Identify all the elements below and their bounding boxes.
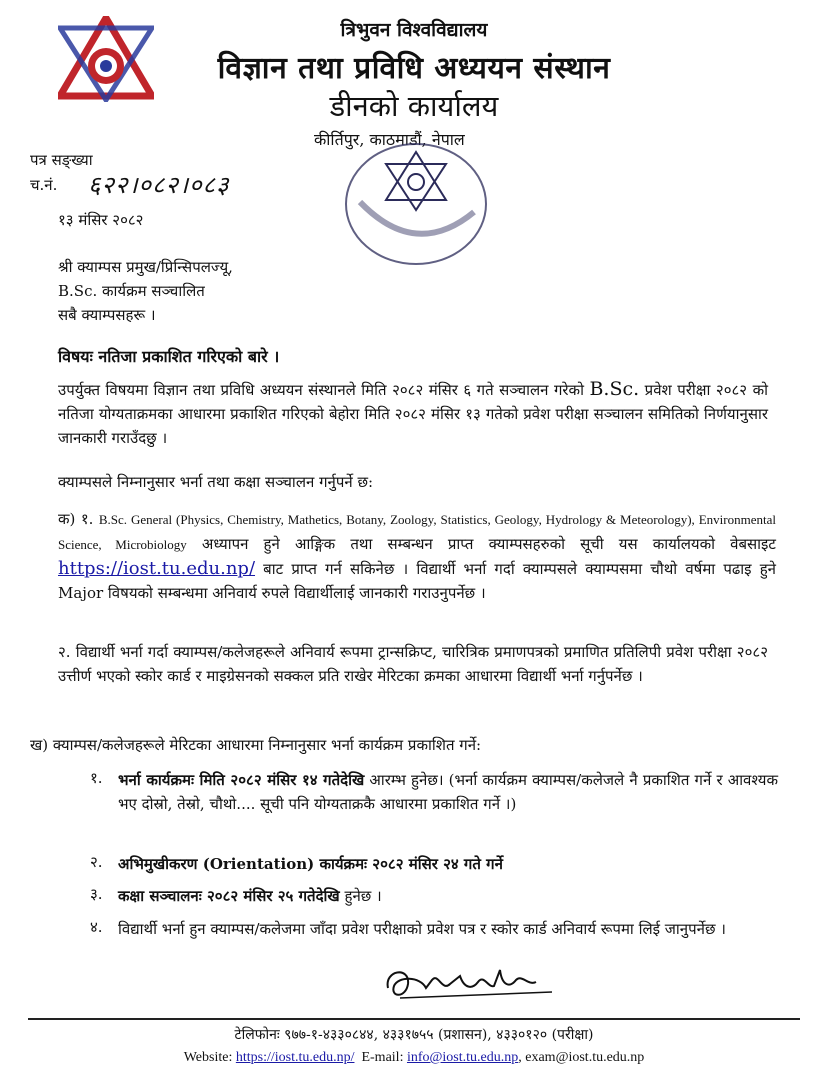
item-1 bbox=[118, 768, 778, 816]
item-2-bold: अभिमुखीकरण (Orientation) कार्यक्रमः २०८२ मंसिर २४ गते गर्ने bbox=[118, 855, 503, 873]
email-link-info[interactable]: info@iost.tu.edu.np bbox=[406, 1050, 519, 1065]
item-4-number: ४. bbox=[90, 918, 103, 936]
addressee-line-2: B.Sc. कार्यक्रम सञ्चालित bbox=[58, 282, 205, 300]
item-2 bbox=[118, 852, 778, 876]
intro-text-a: उपर्युक्त विषयमा विज्ञान तथा प्रविधि अध्ययन संस्थानले मिति २०८२ मंसिर ६ गते सञ्चालन गरेको bbox=[58, 381, 584, 399]
footer-contacts bbox=[0, 1050, 828, 1066]
dispatch-number: ६२२।०८२।०८३ bbox=[88, 171, 230, 199]
footer-website-link[interactable]: https://iost.tu.edu.np/ bbox=[235, 1050, 355, 1065]
subject-line: विषयः नतिजा प्रकाशित गरिएको बारे । bbox=[58, 347, 280, 366]
signature-icon bbox=[380, 958, 560, 1008]
item-4: विद्यार्थी भर्ना हुन क्याम्पस/कलेजमा जाँदा प्रवेश परीक्षाको प्रवेश पत्र र स्कोर कार्ड अनिवार्य रूपमा लिई जानुपर्नेछ । bbox=[118, 920, 726, 938]
addressee-line-3: सबै क्याम्पसहरू । bbox=[58, 306, 156, 324]
item-1-number: १. bbox=[90, 769, 103, 787]
item-1-text: आरम्भ हुनेछ। (भर्ना कार्यक्रम क्याम्पस/कलेजले नै प्रकाशित गर्ने र आवश्यक भए दोस्रो, तेस्रो, चौथो.... सूची पनि योग्यताक्रकै आधारमा प्रकाशित गर्ने ।) bbox=[118, 771, 778, 813]
university-name: त्रिभुवन विश्वविद्यालय bbox=[340, 19, 488, 41]
item-3-number: ३. bbox=[90, 885, 103, 903]
office-stamp-icon bbox=[342, 138, 490, 268]
intro-paragraph bbox=[58, 377, 768, 450]
addressee-line-1: श्री क्याम्पस प्रमुख/प्रिन्सिपलज्यू, bbox=[58, 258, 233, 276]
letter-number-label: पत्र सङ्ख्या bbox=[30, 151, 93, 169]
item-3-text: हुनेछ । bbox=[344, 887, 382, 905]
item-3 bbox=[118, 884, 778, 908]
footer-phone: टेलिफोनः ९७७-१-४३३०८४४, ४३३१७५५ (प्रशासन), ४३३०१२० (परीक्षा) bbox=[234, 1027, 594, 1043]
item-1-bold: भर्ना कार्यक्रमः मिति २०८२ मंसिर १४ गतेदेखि bbox=[118, 771, 365, 789]
section-ka-1 bbox=[58, 507, 776, 605]
campus-note: क्याम्पसले निम्नानुसार भर्ना तथा कक्षा सञ्चालन गर्नुपर्ने छ: bbox=[58, 473, 374, 491]
item-3-bold: कक्षा सञ्चालनः २०८२ मंसिर २५ गतेदेखि bbox=[118, 887, 340, 905]
email-label: E-mail: bbox=[361, 1050, 404, 1065]
intro-bsc: B.Sc. bbox=[589, 378, 640, 400]
subjects-list: B.Sc. General (Physics, Chemistry, Mathetics, Botany, Zoology, Statistics, Geology, Hydrology & Meteorology), Environmental Science, Microbiology bbox=[58, 512, 776, 552]
campus-list-text: अध्यापन हुने आङ्गिक तथा सम्बन्धन प्राप्त क्याम्पसहरुको सूची यस कार्यालयको वेबसाइट bbox=[201, 535, 776, 553]
section-ka-label: क) १. bbox=[58, 510, 94, 528]
email-exam[interactable]: , exam@iost.tu.edu.np bbox=[518, 1050, 645, 1065]
section-ka-2: २. विद्यार्थी भर्ना गर्दा क्याम्पस/कलेजहरूले अनिवार्य रूपमा ट्रान्सक्रिप्ट, चारित्रिक प्रमाणपत्रको प्रमाणित प्रतिलिपी प्रवेश परीक्षा २०८२ उत्तीर्ण भएको स्कोर कार्ड र माइग्रेसनको सक्कल प्रति राखेर मेरिटका क्रमका आधारमा विद्यार्थी भर्ना गर्नुपर्नेछ । bbox=[58, 643, 768, 685]
item-2-number: २. bbox=[90, 853, 103, 871]
letter-date: १३ मंसिर २०८२ bbox=[58, 211, 144, 229]
dispatch-number-label: च.नं. bbox=[30, 176, 58, 194]
section-kha: ख) क्याम्पस/कलेजहरूले मेरिटका आधारमा निम्नानुसार भर्ना कार्यक्रम प्रकाशित गर्ने: bbox=[30, 736, 482, 754]
intro-text-b: प्रवेश परीक्षा २०८२ को नतिजा योग्यताक्रमका आधारमा प्रकाशित गरिएको बेहोरा मिति २०८२ मंसिर १३ गतेको प्रवेश परीक्षा सञ्चालन समितिको निर्णयानुसार जानकारी गराउँदछु । bbox=[58, 381, 768, 447]
footer-divider bbox=[28, 1018, 800, 1020]
office-location: कीर्तिपुर, काठमाडौं, नेपाल bbox=[314, 130, 465, 149]
website-link[interactable]: https://iost.tu.edu.np/ bbox=[58, 558, 256, 579]
website-label: Website: bbox=[183, 1050, 233, 1065]
campus-list-text-2: बाट प्राप्त गर्न सकिनेछ । विद्यार्थी भर्ना गर्दा क्याम्पसले क्याम्पसमा चौथो वर्षमा पढाइ हुने Major विषयको सम्बन्धमा अनिवार्य रुपले विद्यार्थीलाई जानकारी गराउनुपर्नेछ । bbox=[58, 560, 776, 602]
office-name: डीनको कार्यालय bbox=[329, 89, 499, 123]
institute-name: विज्ञान तथा प्रविधि अध्ययन संस्थान bbox=[217, 51, 611, 86]
